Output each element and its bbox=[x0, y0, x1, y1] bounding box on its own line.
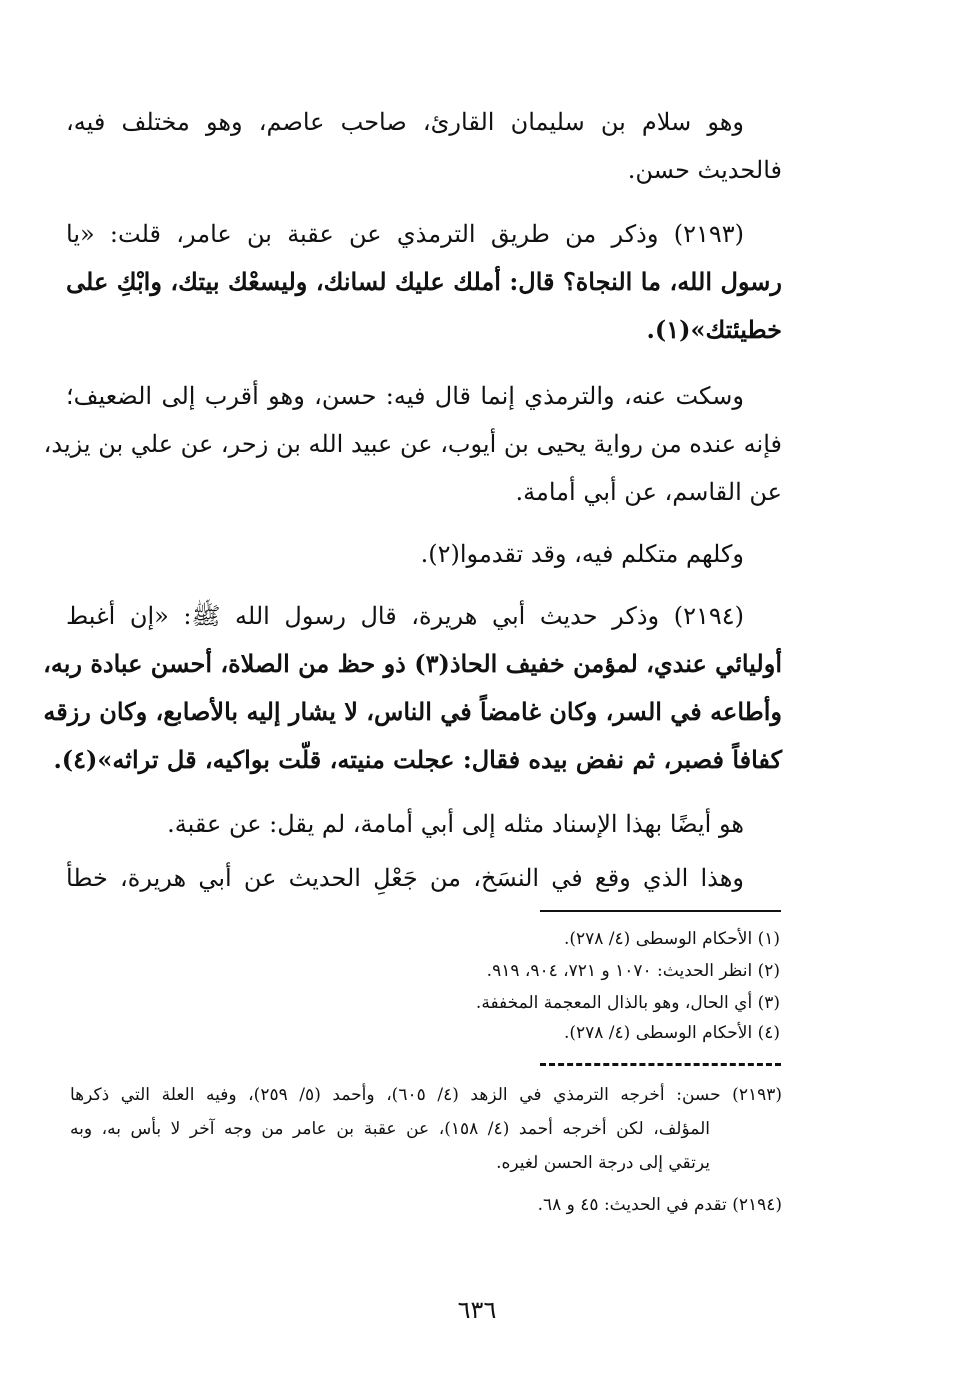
footnote: (٤) الأحكام الوسطى (٤/ ٢٧٨). bbox=[563, 1023, 780, 1043]
footnote: (١) الأحكام الوسطى (٤/ ٢٧٨). bbox=[563, 929, 780, 949]
text-line: وسكت عنه، والترمذي إنما قال فيه: حسن، وهو أقرب إلى الضعيف؛ bbox=[66, 382, 744, 410]
hadith-2193-line: (٢١٩٣) وذكر من طريق الترمذي عن عقبة بن عامر، قلت: «يا bbox=[66, 220, 744, 248]
text-line: عن القاسم، عن أبي أمامة. bbox=[515, 478, 782, 506]
text-line: وهو سلام بن سليمان القارئ، صاحب عاصم، وهو مختلف فيه، bbox=[66, 108, 744, 136]
footnote: (٣) أي الحال، وهو بالذال المعجمة المخففة. bbox=[475, 993, 780, 1013]
hadith-text-line: أوليائي عندي، لمؤمن خفيف الحاذ(٣) ذو حظ من الصلاة، أحسن عبادة ربه، bbox=[43, 649, 782, 678]
text-line: فالحديث حسن. bbox=[627, 156, 782, 184]
hadith-text-line: رسول الله، ما النجاة؟ قال: أملك عليك لسانك، وليسعْك بيتك، وابْكِ على bbox=[66, 267, 782, 296]
takhrij-note: (٢١٩٤) تقدم في الحديث: ٤٥ و ٦٨. bbox=[537, 1195, 782, 1215]
takhrij-separator bbox=[540, 1063, 781, 1066]
footnote-separator bbox=[540, 910, 781, 912]
hadith-text-line: كفافاً فصبر، ثم نفض بيده فقال: عجلت منيته، قلّت بواكيه، قل تراثه»(٤). bbox=[53, 745, 782, 774]
takhrij-note: (٢١٩٣) حسن: أخرجه الترمذي في الزهد (٤/ ٦٠٥)، وأحمد (٥/ ٢٥٩)، وفيه العلة التي ذكرها bbox=[70, 1085, 782, 1105]
page-number: ٦٣٦ bbox=[457, 1296, 497, 1324]
footnote: (٢) انظر الحديث: ١٠٧٠ و ٧٢١، ٩٠٤، ٩١٩. bbox=[486, 961, 780, 981]
text-line: هو أيضًا بهذا الإسناد مثله إلى أبي أمامة، لم يقل: عن عقبة. bbox=[167, 810, 744, 838]
hadith-text-line: خطيئتك»(١). bbox=[646, 315, 782, 344]
takhrij-note: المؤلف، لكن أخرجه أحمد (٤/ ١٥٨)، عن عقبة بن عامر من وجه آخر لا بأس به، وبه bbox=[70, 1119, 710, 1139]
text-line: وكلهم متكلم فيه، وقد تقدموا(٢). bbox=[420, 540, 744, 568]
text-line: فإنه عنده من رواية يحيى بن أيوب، عن عبيد الله بن زحر، عن علي بن يزيد، bbox=[43, 430, 782, 458]
hadith-2194-line: (٢١٩٤) وذكر حديث أبي هريرة، قال رسول الله ﷺ: «إن أغبط bbox=[66, 602, 744, 630]
takhrij-note: يرتقي إلى درجة الحسن لغيره. bbox=[496, 1153, 710, 1173]
text-line: وهذا الذي وقع في النسَخ، من جَعْلِ الحديث عن أبي هريرة، خطأ bbox=[66, 864, 744, 892]
hadith-text-line: وأطاعه في السر، وكان غامضاً في الناس، لا يشار إليه بالأصابع، وكان رزقه bbox=[43, 697, 782, 726]
